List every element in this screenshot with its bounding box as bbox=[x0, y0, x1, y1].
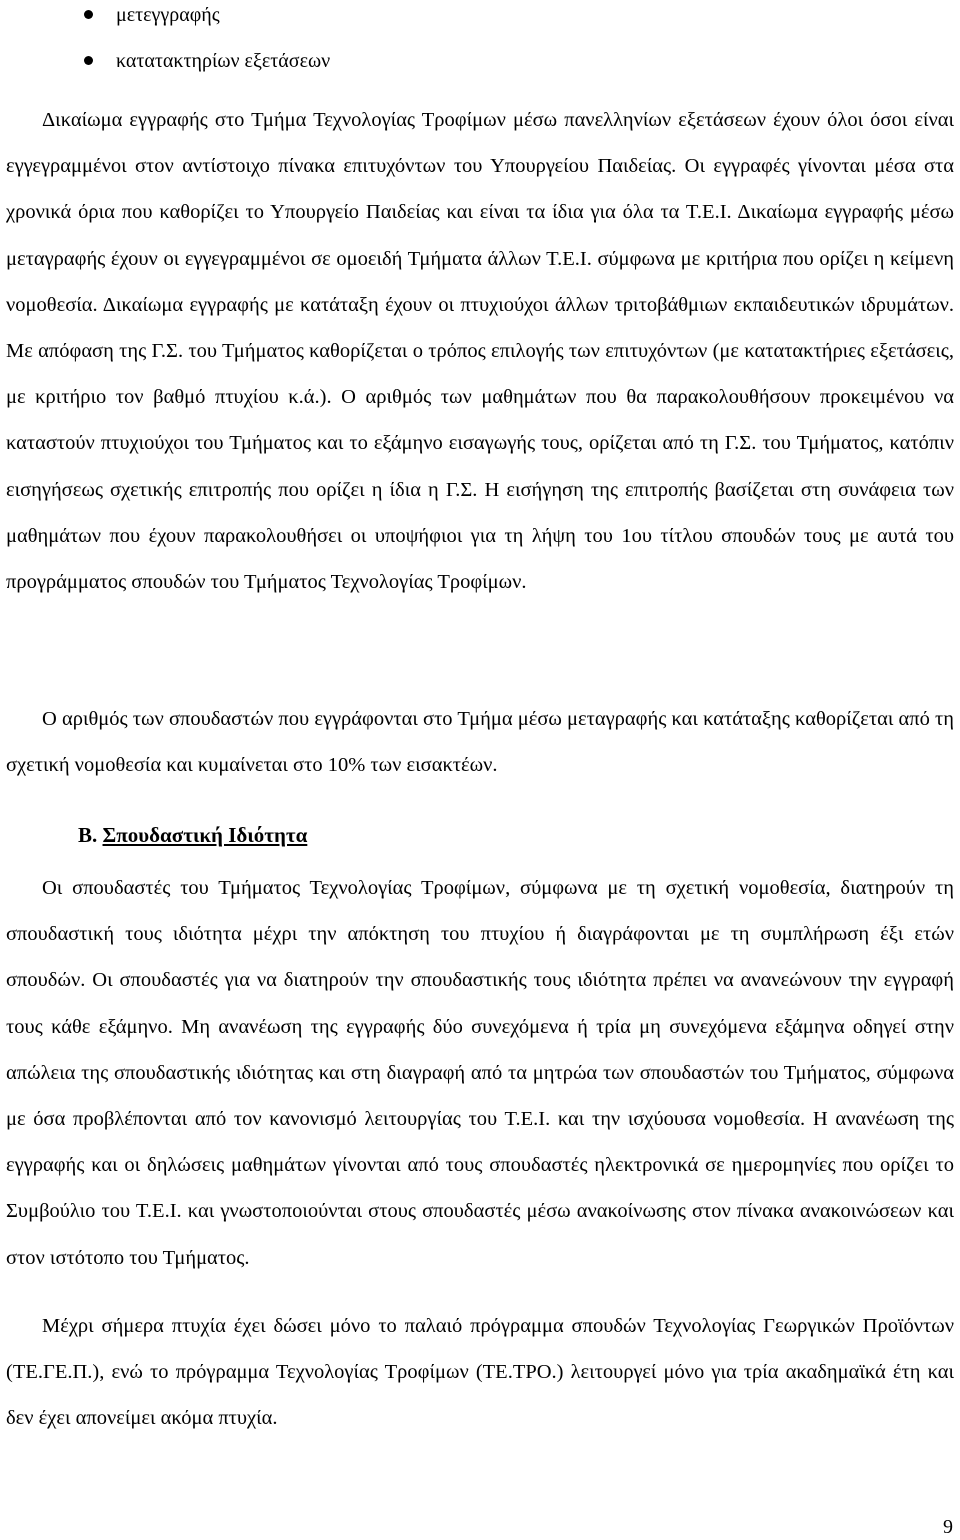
bullet-text: κατατακτηρίων εξετάσεων bbox=[116, 50, 331, 72]
page-number: 9 bbox=[943, 1516, 953, 1538]
bullet-item-entrance-exams bbox=[0, 46, 960, 92]
section-heading bbox=[78, 815, 307, 855]
paragraph-student-status: Οι σπουδαστές του Τμήματος Τεχνολογίας Τροφίμων, σύμφωνα με τη σχετική νομοθεσία, διατηρούν τη σπουδαστική τους ιδιότητα μέχρι την απόκτηση του πτυχίου ή διαγράφονται με τη συμπλήρωση έξι ετών σπουδών. Οι σπουδαστές για να διατηρούν την σπουδαστικής τους ιδιότητα πρέπει να ανανεώνουν την εγγραφή τους κάθε εξάμηνο. Μη ανανέωση της εγγραφής δύο συνεχόμενα ή τρία μη συνεχόμενα εξάμηνα οδηγεί στην απώλεια της σπουδαστικής ιδιότητας και στη διαγραφή από τα μητρώα των σπουδαστών του Τμήματος, σύμφωνα με όσα προβλέπονται από τον κανονισμό λειτουργίας του Τ.Ε.Ι. και την ισχύουσα νομοθεσία. Η ανανέωση της εγγραφής και οι δηλώσεις μαθημάτων γίνονται από τους σπουδαστές ηλεκτρονικά σε ημερομηνίες που ορίζει το Συμβούλιο του Τ.Ε.Ι. και γνωστοποιούνται στους σπουδαστές μέσω ανακοίνωσης στον πίνακα ανακοινώσεων και στον ιστότοπο του Τμήματος. bbox=[6, 877, 954, 1269]
section-number: Β. bbox=[78, 823, 98, 847]
bullet-dot-icon bbox=[84, 56, 93, 65]
bullet-text: μετεγγραφής bbox=[116, 4, 220, 26]
section-title: Σπουδαστική Ιδιότητα bbox=[102, 823, 308, 847]
paragraph-degrees-awarded: Μέχρι σήμερα πτυχία έχει δώσει μόνο το παλαιό πρόγραμμα σπουδών Τεχνολογίας Γεωργικών Προϊόντων (ΤΕ.ΓΕ.Π.), ενώ το πρόγραμμα Τεχνολογίας Τροφίμων (ΤΕ.ΤΡΟ.) λειτουργεί μόνο για τρία ακαδημαϊκά έτη και δεν έχει απονείμει ακόμα πτυχία. bbox=[6, 1315, 954, 1430]
paragraph-admission-rights: Δικαίωμα εγγραφής στο Τμήμα Τεχνολογίας Τροφίμων μέσω πανελληνίων εξετάσεων έχουν όλοι όσοι είναι εγγεγραμμένοι στον αντίστοιχο πίνακα επιτυχόντων του Υπουργείου Παιδείας. Οι εγγραφές γίνονται μέσα στα χρονικά όρια που καθορίζει το Υπουργείο Παιδείας και είναι τα ίδια για όλα τα Τ.Ε.Ι. Δικαίωμα εγγραφής μέσω μεταγραφής έχουν οι εγγεγραμμένοι σε ομοειδή Τμήματα άλλων Τ.Ε.Ι. σύμφωνα με κριτήρια που ορίζει η κείμενη νομοθεσία. Δικαίωμα εγγραφής με κατάταξη έχουν οι πτυχιούχοι άλλων τριτοβάθμιων εκπαιδευτικών ιδρυμάτων. Με απόφαση της Γ.Σ. του Τμήματος καθορίζεται ο τρόπος επιλογής των επιτυχόντων (με κατατακτήριες εξετάσεις, με κριτήριο τον βαθμό πτυχίου κ.ά.). Ο αριθμός των μαθημάτων που θα παρακολουθήσουν προκειμένου να καταστούν πτυχιούχοι του Τμήματος και το εξάμηνο εισαγωγής τους, ορίζεται από τη Γ.Σ. του Τμήματος, κατόπιν εισηγήσεως σχετικής επιτροπής που ορίζει η ίδια η Γ.Σ. Η εισήγηση της επιτροπής βασίζεται στη συνάφεια των μαθημάτων που έχουν παρακολουθήσει οι υποψήφιοι για τη λήψη του 1ου τίτλου σπουδών τους με αυτά του προγράμματος σπουδών του Τμήματος Τεχνολογίας Τροφίμων. bbox=[6, 109, 954, 594]
bullet-dot-icon bbox=[84, 10, 93, 19]
paragraph-transfer-quota: Ο αριθμός των σπουδαστών που εγγράφονται στο Τμήμα μέσω μεταγραφής και κατάταξης καθορίζεται από τη σχετική νομοθεσία και κυμαίνεται στο 10% των εισακτέων. bbox=[6, 708, 954, 777]
bullet-item-transfer bbox=[0, 0, 960, 46]
